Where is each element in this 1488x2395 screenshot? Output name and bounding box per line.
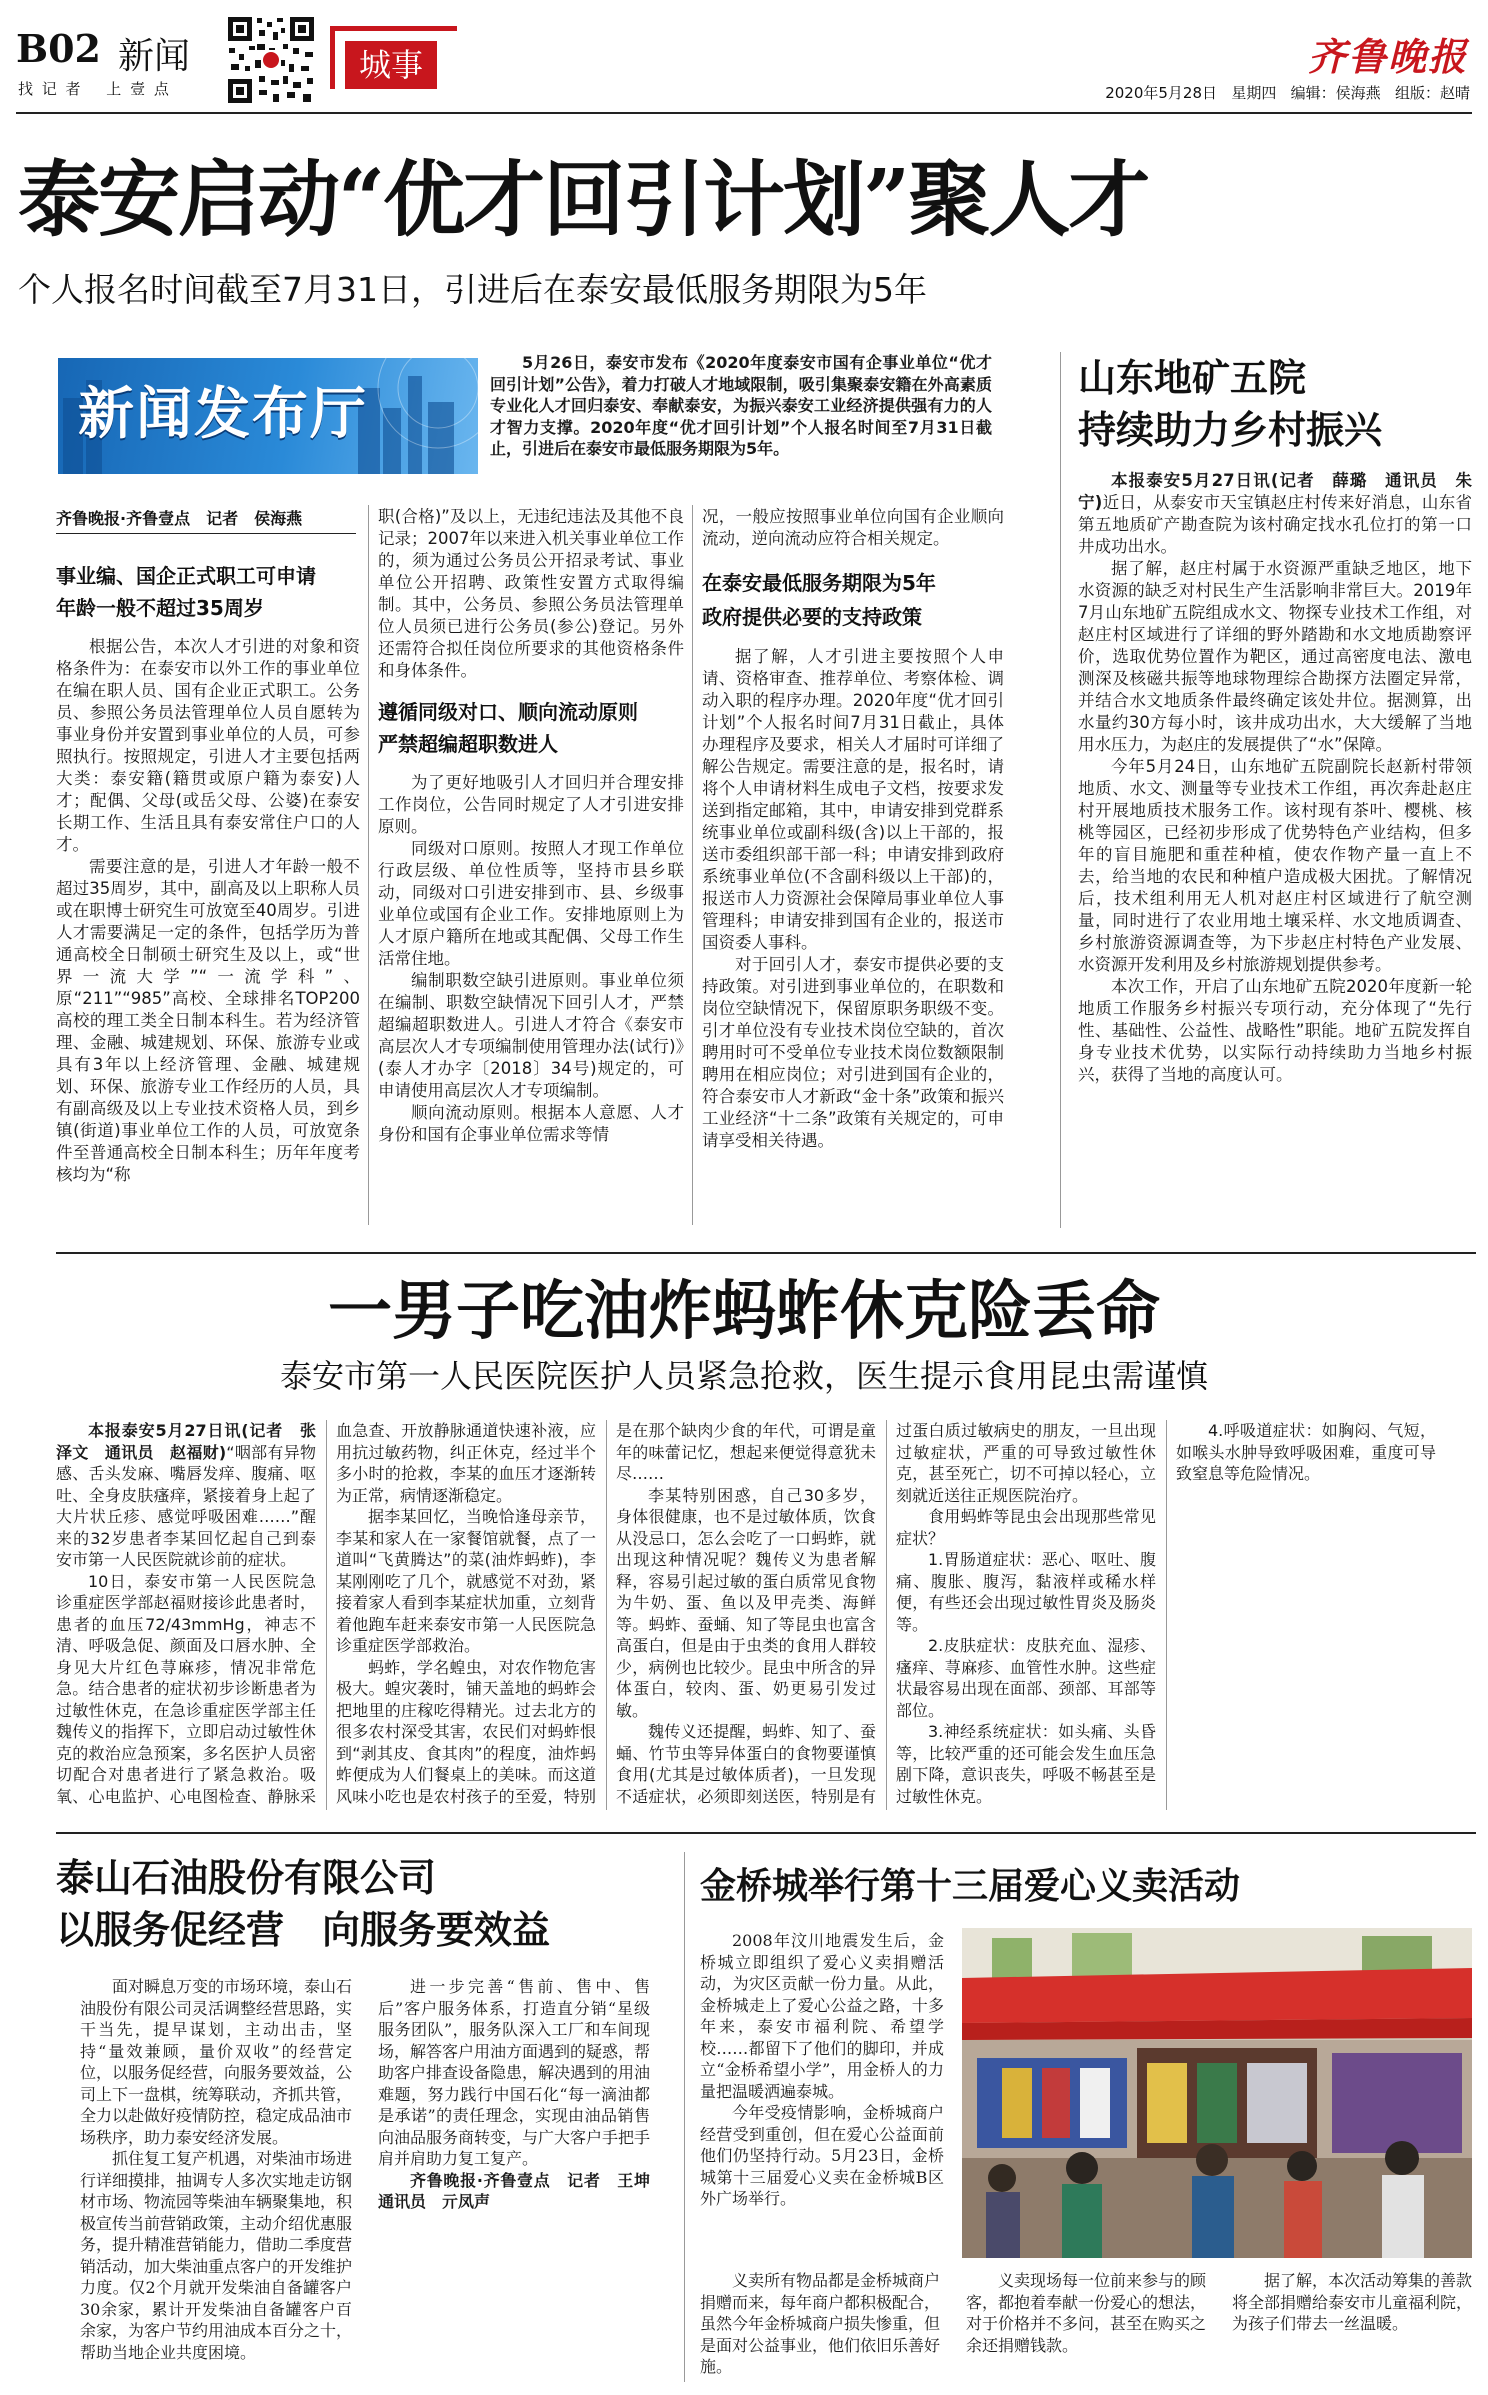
- lead-col1: [56, 560, 360, 1186]
- slogan: 找 记 者 上 壹 点: [18, 80, 171, 98]
- paragraph: 对于回引人才，泰安市提供必要的支持政策。对引进到事业单位的，在职数和岗位空缺情况下，保留原职务职级不变。引才单位没有专业技术岗位空缺的，首次聘用时可不受单位专业技术岗位数额限制聘用在相应岗位；对引进到国有企业的，符合泰安市人才新政“金十条”政策和振兴工业经济“十二条”政策有关规定的，可申请享受相关待遇。: [702, 955, 1004, 1150]
- paragraph: 魏传义还提醒，蚂蚱、知了、蚕蛹、竹节虫等异体蛋白的食物要谨慎食用(尤其是过敏体质者)，一旦发现不适症状，必须即刻送医，特别是有过蛋白质过敏病史的朋友，一旦出现过敏症状，严重的可导致过敏性休克，甚至死亡，切不可掉以轻心，立刻就近送往正规医院治疗。: [616, 1421, 1156, 1806]
- paragraph: 据李某回忆，当晚恰逢母亲节，李某和家人在一家餐馆就餐，点了一道叫“飞黄腾达”的菜(油炸蚂蚱)，李某刚刚吃了几个，就感觉不对劲，紧接着家人看到李某症状加重，立刻背着他跑车赶来泰安市第一人民医院急诊重症医学部救治。: [336, 1507, 596, 1655]
- mine-byline-paragraph: [1078, 470, 1472, 558]
- paragraph: 10日，泰安市第一人民医院急诊重症医学部赵福财接诊此患者时，患者的血压72/43mmHg，神志不清、呼吸急促、颜面及口唇水肿、全身见大片红色荨麻疹，情况非常危急。结合患者的症状初步诊断患者为过敏性休克，在急诊重症医学部主任魏传义的指挥下，立即启动过敏性休克的救治应急预案，多名医护人员密切配合对患者进行了紧急救治。吸氧、心电监护、心电图检查、静脉采血急查、开放静脉通道快速补液，应用抗过敏药物，纠正休克，经过半个多小时的抢救，李某的血压才逐渐转为正常，病情逐渐稳定。: [56, 1421, 596, 1806]
- charity-sale-scene-icon: [962, 1928, 1472, 2258]
- section-divider: [56, 1832, 1476, 1834]
- column-rule: [368, 505, 369, 1225]
- paragraph: 义卖所有物品都是金桥城商户捐赠而来，每年商户都积极配合，虽然今年金桥城商户损失惨重，但是面对公益事业，他们依旧乐善好施。: [700, 2271, 941, 2376]
- paragraph: 据了解，赵庄村属于水资源严重缺乏地区，地下水资源的缺乏对村民生产生活影响非常巨大。2019年7月山东地矿五院组成水文、物探专业技术工作组，对赵庄村区域进行了详细的野外踏勘和水文地质勘察评价，选取优势位置作为靶区，通过高密度电法、激电测深及核磁共振等地球物理综合勘探方法圈定异常，并结合水文地质条件最终确定该处井位。据测算，出水量约30方每小时，该井成功出水，大大缓解了当地用水压力，为赵庄的发展提供了“水”保障。: [1078, 559, 1472, 754]
- lead-col1-text: [56, 636, 360, 1186]
- paragraph: 4.呼吸道症状：如胸闷、气短，如喉头水肿导致呼吸困难，重度可导致窒息等危险情况。: [1176, 1421, 1436, 1483]
- charity-headline: 金桥城举行第十三届爱心义卖活动: [700, 1865, 1241, 1907]
- lead-col3-text-a: [702, 506, 1004, 550]
- paragraph: 编制职数空缺引进原则。事业单位须在编制、职数空缺情况下回引人才，严禁超编超职数进人。引进人才符合《泰安市高层次人才专项编制使用管理办法(试行)》(泰人才办字〔2018〕34号)规定的，可申请使用高层次人才专项编制。: [378, 971, 684, 1100]
- paragraph: 况，一般应按照事业单位向国有企业顺向流动，逆向流动应符合相关规定。: [702, 507, 1004, 548]
- lead-subhead: 个人报名时间截至7月31日，引进后在泰安最低服务期限为5年: [18, 270, 927, 309]
- mine-byline: 本报泰安5月27日讯(记者 薛璐 通讯员 朱宁): [1078, 471, 1472, 512]
- column-rule: [692, 505, 693, 1225]
- paragraph: 今年5月24日，山东地矿五院副院长赵新村带领地质、水文、测量等专业技术工作组，再次奔赴赵庄村开展地质技术服务工作。该村现有茶叶、樱桃、核桃等园区，已经初步形成了优势特色产业结构，但多年的盲目施肥和重茬种植，使农作物产量一直上不去，给当地的农民和种植户造成极大困扰。了解情况后，技术组利用无人机对赵庄村区域进行了航空测量，同时进行了农业用地土壤采样、水文地质调查、乡村旅游资源调查等，为下步赵庄村特色产业发展、水资源开发利用及乡村旅游规划提供参考。: [1078, 757, 1472, 974]
- lead-col3-text-b: [702, 646, 1004, 1152]
- insect-headline: 一男子吃油炸蚂蚱休克险丢命: [328, 1274, 1160, 1349]
- paragraph: 职(合格)”及以上，无违纪违法及其他不良记录；2007年以来进入机关事业单位工作的，须为通过公务员公开招录考试、事业单位公开招聘、政策性安置方式取得编制。其中，公务员、参照公务员法管理单位人员须已进行公务员(参公)登记。另外还需符合拟任岗位所要求的其他资格条件和身体条件。: [378, 507, 684, 680]
- paragraph: 进一步完善“售前、售中、售后”客户服务体系，打造直分销“星级服务团队”，服务队深入工厂和车间现场，解答客户用油方面遇到的疑惑，帮助客户排查设备隐患，解决遇到的用油难题，努力践行中国石化“每一滴油都是承诺”的责任理念，实现由油品销售向油品服务商转变，与广大客户手把手肩并肩助力复工复产。: [378, 1977, 651, 2168]
- paragraph-lead: “咽部有异物感、舌头发麻、嘴唇发痒、腹痛、呕吐、全身皮肤瘙痒，紧接着身上起了大片状丘疹、感觉呼吸困难……”醒来的32岁患者李某回忆起自己到泰安市第一人民医院就诊前的症状。: [56, 1442, 316, 1569]
- oil-byline: 齐鲁晚报·齐鲁壹点 记者 王坤 通讯员 亓凤声: [378, 2170, 667, 2211]
- paragraph: 蚂蚱，学名蝗虫，对农作物危害极大。蝗灾袭时，铺天盖地的蚂蚱会把地里的庄稼吃得精光。过去北方的很多农村深受其害，农民们对蚂蚱恨到“剥其皮、食其肉”的程度，油炸蚂蚱便成为人们餐桌上的美味。而这道风味小吃也是农村孩子的至爱，特别是在那个缺肉少食的年代，可谓是童年的味蕾记忆，想起来便觉得意犹未尽……: [336, 1421, 876, 1806]
- brand-logo: 齐鲁晚报: [1307, 34, 1468, 79]
- mine-headline: 山东地矿五院 持续助力乡村振兴: [1078, 355, 1383, 452]
- paragraph: 2.皮肤症状：皮肤充血、湿疹、瘙痒、荨麻疹、血管性水肿。这些症状最容易出现在面部、颈部、耳部等部位。: [896, 1636, 1156, 1720]
- paragraph: 食用蚂蚱等昆虫会出现那些常见症状？: [896, 1507, 1156, 1548]
- insect-byline-paragraph: [56, 1420, 316, 1571]
- lead-col2-text-b: [378, 772, 684, 1146]
- column-rule: [1060, 352, 1061, 1228]
- insect-article: [56, 1420, 1436, 1810]
- insect-subhead: 泰安市第一人民医院医护人员紧急抢救，医生提示食用昆虫需谨慎: [279, 1357, 1208, 1395]
- paragraph: 为了更好地吸引人才回归并合理安排工作岗位，公告同时规定了人才引进安排原则。: [378, 773, 684, 836]
- paragraph: 义卖现场每一位前来参与的顾客，都抱着奉献一份爱心的想法，对于价格并不多问，甚至在购买之余还捐赠钱款。: [966, 2271, 1207, 2355]
- paragraph: 需要注意的是，引进人才年龄一般不超过35周岁，其中，副高及以上职称人员或在职博士研究生可放宽至40周岁。引进人才需要满足一定的条件，包括学历为普通高校全日制硕士研究生及以上，或“世界一流大学”“一流学科”、原“211”“985”高校、全球排名TOP200高校的理工类全日制本科生。若为经济管理、金融、城建规划、环保、旅游专业或具有3年以上经济管理、金融、城建规划、环保、旅游专业工作经历的人员，具有副高级及以上专业技术资格人员，到乡镇(街道)事业单位工作的人员，可放宽条件至普通高校全日制本科生；历年年度考核均为“称: [56, 857, 360, 1184]
- designer: 组版：赵晴: [1394, 84, 1470, 102]
- insect-byline: 本报泰安5月27日讯(记者 张泽文 通讯员 赵福财): [56, 1421, 316, 1462]
- paragraph: 据了解，人才引进主要按照个人申请、资格审查、推荐单位、考察体检、调动入职的程序办理。2020年度“优才回引计划”个人报名时间7月31日截止，具体办理程序及要求，相关人才届时可详细了解公告规定。需要注意的是，报名时，请将个人申请材料生成电子文档，按要求发送到指定邮箱，其中，申请安排到党群系统事业单位或副科级(含)以上干部的，报送市委组织部干部一科；申请安排到政府系统事业单位(不含副科级以上干部)的，报送市人力资源社会保障局事业单位人事管理科；申请安排到国有企业的，报送市国资委人事科。: [702, 647, 1004, 952]
- paragraph-lead: 近日，从泰安市天宝镇赵庄村传来好消息，山东省第五地质矿产勘查院为该村确定找水孔位打的第一口井成功出水。: [1078, 493, 1472, 556]
- paragraph: 2008年汶川地震发生后，金桥城立即组织了爱心义卖捐赠活动，为灾区贡献一份力量。从此，金桥城走上了爱心公益之路，十多年来，泰安市福利院、希望学校……都留下了他们的脚印，并成立“金桥希望小学”，用金桥人的力量把温暖洒遍泰城。: [700, 1931, 944, 2101]
- page-header: [0, 0, 1488, 130]
- banner-title: 新闻发布厅: [78, 381, 368, 447]
- news-conference-banner: [58, 358, 478, 474]
- paragraph: 今年受疫情影响，金桥城商户经营受到重创，但在爱心公益面前他们仍坚持行动。5月23日，金桥城第十三届爱心义卖在金桥城B区外广场举行。: [700, 2103, 944, 2208]
- issue-weekday: 星期四: [1231, 84, 1277, 102]
- lead-headline: 泰安启动“优才回引计划”聚人才: [18, 152, 1149, 248]
- paragraph: 根据公告，本次人才引进的对象和资格条件为：在泰安市以外工作的事业单位在编在职人员、国有企业正式职工。公务员、参照公务员法管理单位人员自愿转为事业身份并安置到事业单位的人员，可参照执行。按照规定，引进人才主要包括两大类：泰安籍(籍贯或原户籍为泰安)人才；配偶、父母(或岳父母、公婆)在泰安长期工作、生活且具有泰安常住户口的人才。: [56, 637, 360, 854]
- paragraph: 抓住复工复产机遇，对柴油市场进行详细摸排，抽调专人多次实地走访钢材市场、物流园等柴油车辆聚集地，积极宣传当前营销政策，主动介绍优惠服务，提升精准营销能力，借助二季度营销活动，加大柴油重点客户的开发维护力度。仅2个月就开发柴油自备罐客户30余家，累计开发柴油自备罐客户百余家，为客户节约用油成本百分之十，帮助当地企业共度困境。: [80, 2149, 353, 2362]
- paragraph: 顺向流动原则。根据本人意愿、人才身份和国有企事业单位需求等情: [378, 1103, 684, 1144]
- paragraph: 面对瞬息万变的市场环境，泰山石油股份有限公司灵活调整经营思路，实干当先，提早谋划，主动出击，坚持“量效兼顾，量价双收”的经营定位，以服务促经营，向服务要效益，公司上下一盘棋，统筹联动，齐抓共管，全力以赴做好疫情防控，稳定成品油市场秩序，助力泰安经济发展。: [80, 1977, 353, 2147]
- oil-article: [80, 1976, 667, 2384]
- column-rule: [684, 1852, 685, 2382]
- lead-byline: 齐鲁晚报·齐鲁壹点 记者 侯海燕: [56, 509, 303, 528]
- column-label: 城事: [345, 41, 437, 89]
- editor: 编辑：侯海燕: [1290, 84, 1381, 102]
- lead-byline-rule: [56, 533, 356, 534]
- paragraph: 3.神经系统症状：如头痛、头昏等，比较严重的还可能会发生血压急剧下降，意识丧失，呼吸不畅甚至是过敏性休克。: [896, 1722, 1156, 1806]
- qr-code-icon: [225, 14, 317, 106]
- oil-headline: 泰山石油股份有限公司 以服务促经营 向服务要效益: [56, 1855, 551, 1952]
- header-rule: [16, 112, 1472, 114]
- paragraph: 本次工作，开启了山东地矿五院2020年度新一轮地质工作服务乡村振兴专项行动，充分体现了“先行性、基础性、公益性、战略性”职能。地矿五院发挥自身专业技术优势，以实际行动持续助力当地乡村振兴，获得了当地的高度认可。: [1078, 977, 1472, 1084]
- section-divider: [56, 1252, 1476, 1254]
- issue-date: 2020年5月28日: [1105, 84, 1218, 102]
- lead-col3-subhead: 在泰安最低服务期限为5年 政府提供必要的支持政策: [702, 571, 936, 629]
- lead-col3: [702, 506, 1004, 1152]
- lead-col2-subhead: 遵循同级对口、顺向流动原则 严禁超编超职数进人: [378, 700, 638, 756]
- mine-article: [1078, 470, 1472, 1086]
- lead-col2-text-a: [378, 506, 684, 682]
- charity-article-bottom: [700, 2270, 1472, 2382]
- page-number: B02: [16, 26, 101, 71]
- charity-photo: [962, 1928, 1472, 2258]
- paragraph: 李某特别困惑，自己30多岁，身体很健康，也不是过敏体质，饮食从没忌口，怎么会吃了一口蚂蚱，就出现这种情况呢？魏传义为患者解释，容易引起过敏的蛋白质常见食物为牛奶、蛋、鱼以及甲壳类、海鲜等。蚂蚱、蚕蛹、知了等昆虫也富含高蛋白，但是由于虫类的食用人群较少，病例也比较少。昆虫中所含的异体蛋白，较肉、蛋、奶更易引发过敏。: [616, 1485, 876, 1720]
- charity-article-top: [700, 1930, 944, 2210]
- lead-intro: 5月26日，泰安市发布《2020年度泰安市国有企事业单位“优才回引计划”公告》，着力打破人才地域限制，吸引集聚泰安籍在外高素质专业化人才回归泰安、奉献泰安，为振兴泰安工业经济提供强有力的人才智力支撑。2020年度“优才回引计划”个人报名时间至7月31日截止，引进后在泰安市最低服务期限为5年。: [490, 353, 992, 458]
- header-meta: [1105, 82, 1470, 103]
- lead-col2: [378, 506, 684, 1146]
- column-tag: [330, 26, 457, 89]
- section-name: 新闻: [118, 36, 191, 77]
- lead-col1-subhead: 事业编、国企正式职工可申请 年龄一般不超过35周岁: [56, 564, 316, 620]
- paragraph: 据了解，本次活动筹集的善款将全部捐赠给泰安市儿童福利院，为孩子们带去一丝温暖。: [1232, 2271, 1473, 2333]
- paragraph: 同级对口原则。按照人才现工作单位行政层级、单位性质等，坚持市县乡联动，同级对口引进安排到市、县、乡级事业单位或国有企业工作。安排地原则上为人才原户籍所在地或其配偶、父母工作生活常住地。: [378, 839, 684, 968]
- paragraph: 1.胃肠道症状：恶心、呕吐、腹痛、腹胀、腹泻，黏液样或稀水样便，有些还会出现过敏性胃炎及肠炎等。: [896, 1550, 1156, 1634]
